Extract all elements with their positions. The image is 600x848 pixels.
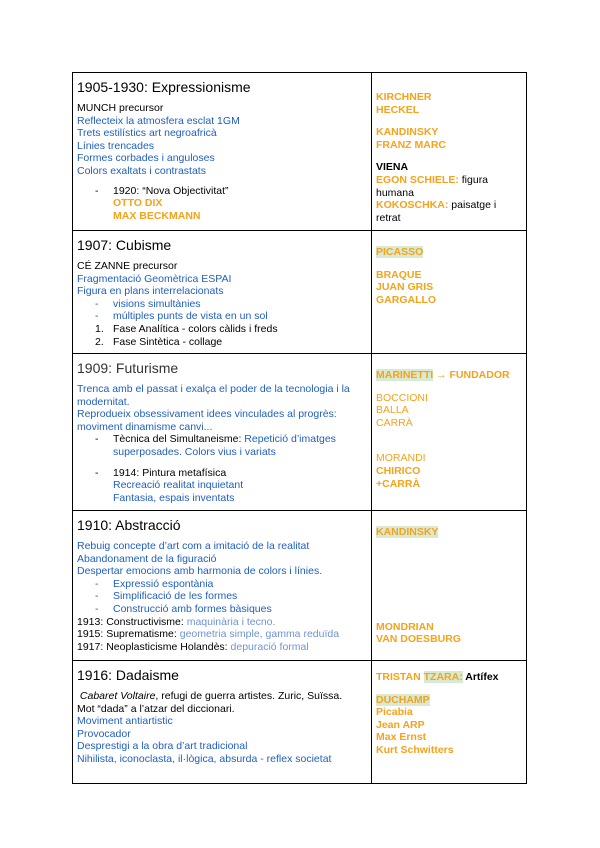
section-title: 1916: Dadaisme [77,667,179,683]
dadaisme-description [73,661,372,784]
trait: Abandonament de la figuració [77,552,217,565]
movement-entry [77,641,367,654]
trait: Trets estilístics art negroafricà [77,127,217,140]
cabaret-name: Cabaret Voltaire [79,690,156,702]
artist-name: KOKOSCHKA: [376,199,449,212]
section-title: 1910: Abstracció [77,517,181,533]
artist-name: HECKEL [376,103,420,116]
section-title: 1909: Futurisme [77,360,179,376]
movement-entry [77,616,367,629]
movement-desc: maquinària i tecno. [183,615,276,628]
artist-name: OTTO DIX [113,197,163,210]
numbered-item [77,336,367,349]
artist-name: MONDRIAN [376,620,434,633]
precursor: CÉ ZANNE precursor [77,260,178,272]
artist-role: Artífex [462,671,499,683]
futurisme-artists [372,354,527,511]
trait: Despertar emocions amb harmonia de colors i línies. [77,565,323,578]
paragraph: Mot “dada” a l’atzar del diccionari. [77,702,235,715]
cubisme-artists [372,231,527,354]
artist-entry [376,199,522,224]
artist-entry [376,174,522,199]
paragraph [77,690,367,703]
paragraph: Reprodueix obsessivament idees vinculades al progrès: moviment dinamisme canvi... [77,408,337,433]
dash-item: - múltiples punts de vista en un sol [77,310,367,323]
artist-name: JUAN GRIS [376,281,434,294]
highlighted-artist: DUCHAMP [376,693,430,706]
movement-entry [77,628,367,641]
movement-desc: geometria simple, gamma reduïda [176,628,340,641]
dash-item: - 1914: Pintura metafísica [77,467,367,480]
founder-entry [376,369,522,382]
trait: Reflecteix la atmosfera esclat 1GM [77,114,240,127]
precursor: MUNCH precursor [77,102,164,114]
sub-item: Fantasia, espais inventats [113,491,235,504]
artist-name: Jean ARP [376,718,425,731]
trait: Línies trencades [77,139,155,152]
paragraph: Trenca amb el passat i exalça el poder de la tecnologia i la modernitat. [77,383,350,408]
trait: Rebuig concepte d’art com a imitació de la realitat [77,540,310,552]
movement-label: 1915: Suprematisme: [77,628,177,641]
highlighted-artist: PICASSO [376,246,424,258]
artist-name: CHIRICO [376,464,421,477]
expressionisme-artists [372,73,527,231]
trait: Provocador [77,727,131,740]
dash-item: - Simplificació de les formes [77,590,367,603]
futurisme-description [73,354,372,511]
artist-name: FRANZ MARC [376,138,446,151]
movement-desc: depuració formal [227,640,309,653]
founder-entry [376,671,522,684]
row-expressionisme [73,73,527,231]
artist-name: MORANDI [376,452,426,465]
abstraccio-artists [372,511,527,661]
dadaisme-artists [372,661,527,784]
expressionisme-description [73,73,372,231]
row-cubisme [73,231,527,354]
artist-desc: figura humana [376,173,489,199]
trait: Fragmentació Geomètrica ESPAI [77,272,232,285]
artist-name: BALLA [376,404,409,417]
row-dadaisme [73,661,527,784]
sub-item: Recreació realitat inquietant [113,479,244,492]
founder-label: → FUNDADOR [433,369,510,381]
artist-name: KIRCHNER [376,91,432,103]
cubisme-description [73,231,372,354]
artist-name: Max Ernst [376,731,427,744]
technique-desc: Repetició d’imatges superposades. Colors vius i variats [113,433,336,458]
artist-name: BOCCIONI [376,391,428,404]
dash-item: - Construcció amb formes bàsiques [77,603,367,616]
artist-name: CARRÀ [376,416,413,429]
trait: Moviment antiartistic [77,715,173,728]
artist-name: KANDINSKY [376,126,439,139]
artist-name: Picabia [376,706,413,719]
trait: Formes corbades i anguloses [77,152,215,165]
item-text: Fase Analítica - colors càlids i freds [113,322,278,335]
dash-item [77,433,367,458]
artist-name: TRISTAN [376,671,421,683]
section-title: 1905-1930: Expressionisme [77,79,251,95]
row-abstraccio [73,511,527,661]
trait: Desprestigi a la obra d’art tradicional [77,740,248,753]
art-movements-table [72,72,527,784]
item-text: Fase Sintètica - collage [113,335,223,348]
artist-name: MAX BECKMANN [113,209,201,222]
highlighted-artist: TZARA: [423,671,463,683]
cabaret-desc: , refugi de guerra artistes. Zuric, Suïssa. [155,690,343,702]
artist-desc: paisatge i retrat [376,199,497,224]
dash-item: - Expressió espontània [77,578,367,591]
artist-name: EGON SCHIELE: [376,173,459,186]
trait: Nihilista, iconoclasta, il·lògica, absurda - reflex societat [77,752,332,765]
abstraccio-description [73,511,372,661]
trait: Figura en plans interrelacionats [77,285,224,298]
item-number: 2. [95,335,104,348]
numbered-item [77,323,367,336]
dash-item: - visions simultànies [77,298,367,311]
technique-label: Tècnica del Simultaneisme: [113,433,242,446]
row-futurisme [73,354,527,511]
highlighted-artist: KANDINSKY [376,526,439,538]
section-title: 1907: Cubisme [77,237,172,253]
highlighted-artist: MARINETTI [376,369,434,381]
artist-name: GARGALLO [376,293,437,306]
artist-name: BRAQUE [376,268,422,281]
trait: Colors exaltats i contrastats [77,164,206,177]
artist-name: VAN DOESBURG [376,633,461,646]
movement-label: 1913: Constructivisme: [77,615,184,628]
movement-label: 1917: Neoplasticisme Holandès: [77,640,228,653]
item-number: 1. [95,322,104,335]
artist-name: Kurt Schwitters [376,743,454,756]
city-label: VIENA [376,161,409,174]
artist-name: +CARRÀ [376,477,421,490]
dash-item: - 1920: “Nova Objectivitat” [77,185,367,198]
